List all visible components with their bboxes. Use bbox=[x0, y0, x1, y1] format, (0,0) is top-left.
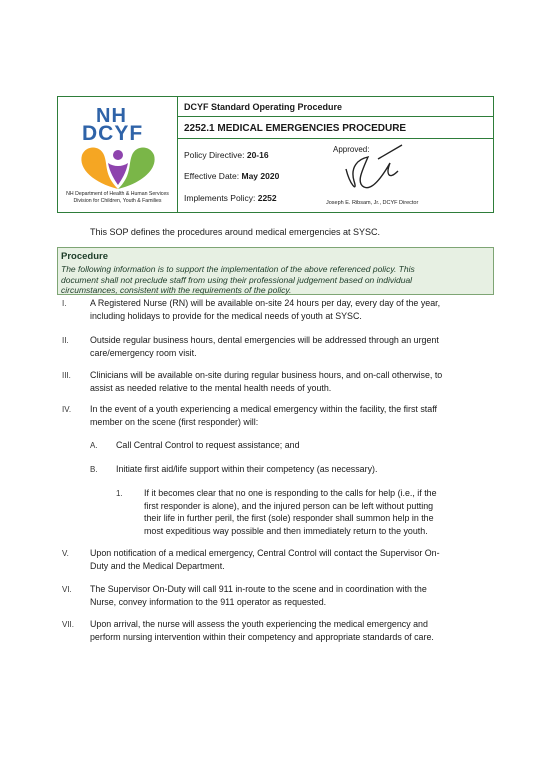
list-item-line: If it becomes clear that no one is responding to the calls for help (i.e., if the bbox=[144, 488, 437, 498]
list-item-line: care/emergency room visit. bbox=[90, 347, 197, 358]
procedure-box bbox=[57, 247, 494, 295]
list-item-line: Outside regular business hours, dental emergencies will be addressed through an urgent bbox=[90, 335, 439, 345]
doc-title: 2252.1 MEDICAL EMERGENCIES PROCEDURE bbox=[178, 117, 493, 139]
doc-type: DCYF Standard Operating Procedure bbox=[178, 97, 493, 117]
procedure-text-line: document shall not preclude staff from using their professional judgement based on individual bbox=[61, 274, 413, 285]
implements-policy-row bbox=[184, 193, 277, 203]
list-item-line: In the event of a youth experiencing a medical emergency within the facility, the first staff bbox=[90, 404, 437, 414]
item-number: V. bbox=[62, 549, 69, 558]
list-item-line: most expeditious way possible and then immediately return to the youth. bbox=[144, 525, 428, 536]
header-box bbox=[57, 96, 494, 213]
logo-nh-text: NH bbox=[96, 105, 127, 127]
list-item bbox=[90, 334, 439, 359]
implements-policy-value: 2252 bbox=[257, 193, 277, 203]
list-item-line: Clinicians will be available on-site during regular business hours, and on-call otherwise, to bbox=[90, 370, 443, 380]
item-number: IV. bbox=[62, 405, 72, 414]
procedure-text-line: circumstances, consistent with the requirements of the policy. bbox=[61, 285, 292, 295]
list-item-line: A Registered Nurse (RN) will be available on-site 24 hours per day, every day of the year, bbox=[90, 298, 441, 308]
list-item bbox=[90, 369, 442, 394]
logo-caption-line: Division for Children, Youth & Families bbox=[73, 197, 162, 204]
list-item-line: The Supervisor On-Duty will call 911 in-route to the scene and in coordination with the bbox=[90, 584, 427, 594]
subitem-number: B. bbox=[90, 465, 98, 474]
list-item bbox=[90, 403, 437, 428]
list-item-line: their life in further peril, the first (sole) responder shall summon help in the bbox=[144, 513, 434, 523]
logo-dcyf-text: DCYF bbox=[82, 122, 144, 145]
logo-caption-line: NH Department of Health & Human Services bbox=[66, 191, 169, 197]
signer-name: Joseph E. Ribsam, Jr., DCYF Director bbox=[326, 200, 419, 206]
sub-list-item: Initiate first aid/life support within their competency (as necessary). bbox=[116, 464, 378, 474]
intro-text: This SOP defines the procedures around medical emergencies at SYSC. bbox=[90, 227, 380, 237]
list-item bbox=[90, 618, 434, 643]
list-item-line: Duty and the Medical Department. bbox=[90, 560, 225, 571]
list-item-line: including holidays to provide for the medical needs of youth at SYSC. bbox=[90, 310, 362, 321]
sub-list-item: Call Central Control to request assistance; and bbox=[116, 440, 300, 450]
policy-directive-row bbox=[184, 150, 269, 160]
policy-directive-value: 20-16 bbox=[246, 150, 269, 160]
item-number: VII. bbox=[62, 620, 75, 629]
procedure-text-line: The following information is to support the implementation of the above referenced policy. This bbox=[61, 264, 415, 274]
list-item bbox=[90, 297, 440, 322]
list-item-line: Upon notification of a medical emergency, Central Control will contact the Supervisor On- bbox=[90, 548, 440, 558]
effective-date-value: May 2020 bbox=[241, 171, 280, 181]
effective-date-label: Effective Date: bbox=[184, 171, 240, 181]
logo bbox=[58, 97, 178, 212]
item-number: VI. bbox=[62, 585, 72, 594]
approved-label: Approved: bbox=[333, 145, 370, 154]
signature bbox=[328, 137, 408, 201]
list-item-line: perform nursing intervention within their competency and appropriate standards of care. bbox=[90, 631, 434, 642]
logo-caption bbox=[60, 191, 175, 204]
implements-policy-label: Implements Policy: bbox=[184, 193, 256, 203]
sub-sub-list-item bbox=[144, 487, 437, 537]
list-item bbox=[90, 583, 427, 608]
procedure-text bbox=[61, 264, 491, 296]
procedure-title: Procedure bbox=[61, 251, 108, 262]
list-item-line: Upon arrival, the nurse will assess the youth experiencing the medical emergency and bbox=[90, 619, 428, 629]
subsubitem-number: 1. bbox=[116, 489, 123, 498]
subitem-number: A. bbox=[90, 441, 98, 450]
item-number: II. bbox=[62, 336, 69, 345]
list-item-line: Nurse, convey information to the 911 operator as requested. bbox=[90, 596, 327, 607]
item-number: I. bbox=[62, 299, 67, 308]
list-item-line: member on the scene (first responder) will: bbox=[90, 416, 259, 427]
policy-directive-label: Policy Directive: bbox=[184, 150, 245, 160]
family-logo-icon bbox=[74, 143, 162, 191]
effective-date-row bbox=[184, 171, 279, 181]
list-item-line: first responder is alone), and the injured person can be left without putting bbox=[144, 500, 434, 511]
item-number: III. bbox=[62, 371, 71, 380]
list-item bbox=[90, 547, 440, 572]
list-item-line: assist as needed relative to the mental health needs of youth. bbox=[90, 382, 332, 393]
